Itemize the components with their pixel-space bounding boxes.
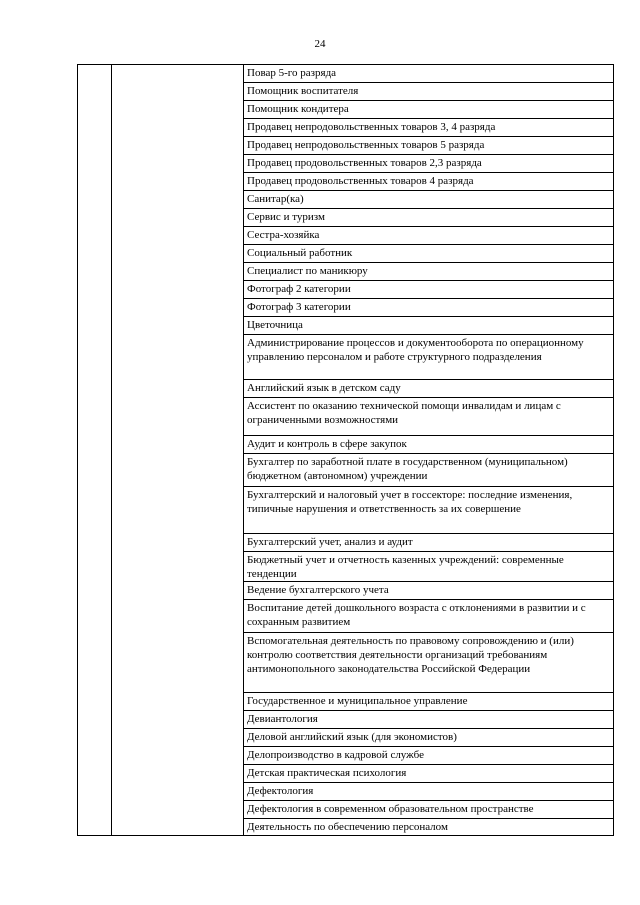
list-item: Детская практическая психология <box>244 765 613 783</box>
list-item: Сервис и туризм <box>244 209 613 227</box>
list-item: Продавец продовольственных товаров 4 разряда <box>244 173 613 191</box>
list-item: Деятельность по обеспечению персоналом <box>247 821 448 833</box>
programs-table <box>77 64 614 836</box>
list-item: Цветочница <box>244 317 613 335</box>
number-cell <box>78 65 112 836</box>
list-item: Бухгалтерский учет, анализ и аудит <box>244 534 613 552</box>
list-item: Фотограф 2 категории <box>244 281 613 299</box>
list-item: Сестра-хозяйка <box>244 227 613 245</box>
list-item: Продавец продовольственных товаров 2,3 разряда <box>244 155 613 173</box>
list-item: Повар 5-го разряда <box>244 65 613 83</box>
list-item: Социальный работник <box>244 245 613 263</box>
list-item: Фотограф 3 категории <box>244 299 613 317</box>
category-cell <box>112 65 244 836</box>
table-row <box>78 65 614 836</box>
list-item: Девиантология <box>244 711 613 729</box>
list-item: Бюджетный учет и отчетность казенных учреждений: современные тенденции <box>244 552 613 582</box>
program-list <box>244 65 613 835</box>
list-item: Бухгалтерский и налоговый учет в госсекторе: последние изменения, типичные нарушения и ответственность за их совершение <box>244 487 613 534</box>
list-item: Государственное и муниципальное управление <box>244 693 613 711</box>
list-item: Помощник кондитера <box>244 101 613 119</box>
list-item: Помощник воспитателя <box>244 83 613 101</box>
list-item: Воспитание детей дошкольного возраста с отклонениями в развитии и с сохранным развитием <box>244 600 613 633</box>
list-item: Специалист по маникюру <box>244 263 613 281</box>
list-item: Английский язык в детском саду <box>244 380 613 398</box>
list-item: Дефектология <box>244 783 613 801</box>
list-item: Продавец непродовольственных товаров 3, 4 разряда <box>244 119 613 137</box>
list-item: Вспомогательная деятельность по правовому сопровождению и (или) контролю соответствия деятельности организаций требованиям антимонопольного законодательства Российской Федерации <box>244 633 613 693</box>
list-item: Администрирование процессов и документооборота по операционному управлению персоналом и работе структурного подразделения <box>244 335 613 380</box>
list-item: Бухгалтер по заработной плате в государственном (муниципальном) бюджетном (автономном) учреждении <box>244 454 613 487</box>
list-item: Ассистент по оказанию технической помощи инвалидам и лицам с ограниченными возможностями <box>244 398 613 436</box>
list-item: Санитар(ка) <box>244 191 613 209</box>
page-number: 24 <box>314 38 326 50</box>
list-item: Делопроизводство в кадровой службе <box>244 747 613 765</box>
list-item: Дефектология в современном образовательном пространстве <box>244 801 613 819</box>
list-item: Продавец непродовольственных товаров 5 разряда <box>244 137 613 155</box>
program-names-cell <box>244 65 614 836</box>
list-item: Деловой английский язык (для экономистов) <box>244 729 613 747</box>
list-item: Ведение бухгалтерского учета <box>244 582 613 600</box>
list-item: Аудит и контроль в сфере закупок <box>244 436 613 454</box>
